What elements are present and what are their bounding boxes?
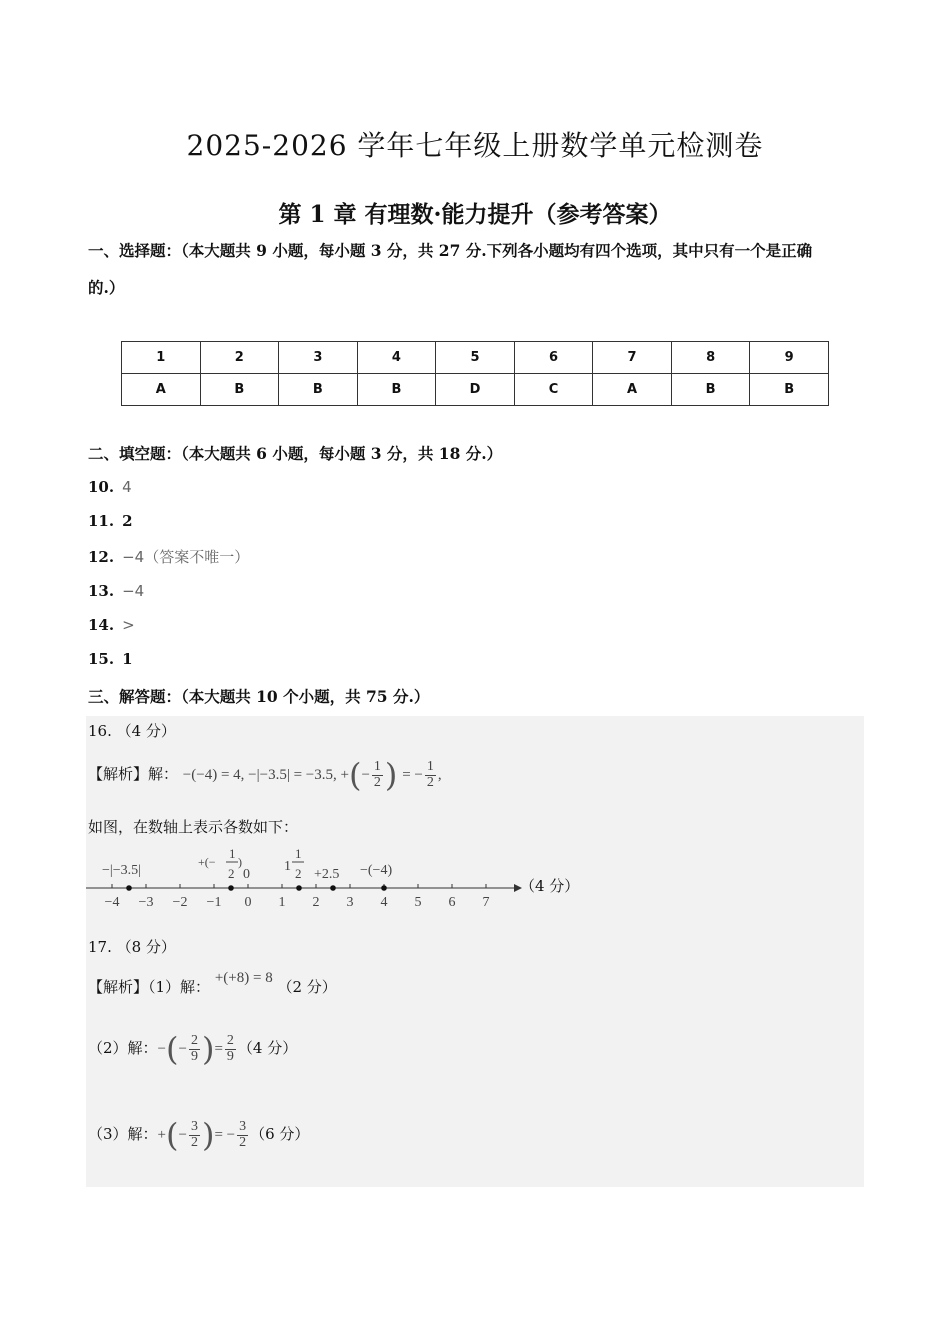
axis-tick-label: 0	[244, 895, 252, 910]
point-label-mixed-whole: 1	[284, 859, 291, 874]
q16-score-note: （4 分）	[520, 877, 580, 895]
fraction-denominator: 2	[190, 1134, 198, 1150]
point-label-frac-den: 2	[228, 866, 235, 881]
axis-tick-label: 1	[278, 895, 286, 910]
comma: ,	[437, 767, 442, 783]
right-paren-glyph: )	[201, 1116, 215, 1154]
document-subtitle: 第 1 章 有理数·能力提升（参考答案）	[278, 201, 672, 228]
fraction-numerator: 2	[190, 1032, 198, 1048]
part1-expression: +(+8) = 8	[214, 970, 273, 986]
part1-prefix: 【解析】（1）解：	[88, 978, 211, 996]
axis-tick-label: 6	[448, 895, 456, 910]
table-cell: B	[671, 374, 750, 406]
table-cell: 3	[279, 342, 358, 374]
table-row-numbers	[122, 342, 829, 374]
point-label-neg-neg-4: −(−4)	[360, 863, 393, 878]
item-number: 10.	[88, 478, 115, 496]
point-label-mixed-den: 2	[295, 866, 302, 881]
part3-score: （6 分）	[250, 1125, 310, 1143]
fill-answer-11	[88, 512, 141, 530]
q16-figure-caption: 如图，在数轴上表示各数如下：	[88, 818, 299, 836]
point-label-plus-open: +(−	[198, 855, 216, 869]
axis-tick-label: 7	[482, 895, 490, 910]
item-number: 11.	[88, 512, 115, 530]
fraction-numerator: 1	[426, 758, 434, 774]
right-paren-glyph: )	[201, 1030, 215, 1068]
axis-tick-label: 5	[414, 895, 422, 910]
point-label-plus-2-5: +2.5	[314, 867, 340, 882]
fraction-denominator: 2	[239, 1134, 247, 1150]
number-point	[228, 885, 234, 891]
minus-sign: −	[157, 1041, 167, 1057]
axis-tick-label: −4	[104, 895, 120, 910]
fill-answer-13	[88, 582, 144, 600]
point-label-frac-num: 1	[229, 846, 236, 861]
table-cell: A	[593, 374, 672, 406]
q17-label: 17. （8 分）	[88, 938, 176, 956]
q17-part3	[88, 1116, 309, 1154]
fraction	[237, 1120, 248, 1150]
fraction-denominator: 9	[190, 1048, 198, 1064]
left-paren-glyph: (	[348, 756, 362, 794]
section2-heading: 二、填空题：（本大题共 6 小题，每小题 3 分，共 18 分.）	[88, 444, 503, 463]
q16-label: 16. （4 分）	[88, 722, 176, 740]
fill-answer-10	[88, 478, 132, 496]
point-label-close: )	[238, 855, 242, 869]
table-cell: B	[750, 374, 829, 406]
point-labels	[102, 846, 392, 882]
section3-heading: 三、解答题：（本大题共 10 个小题，共 75 分.）	[88, 687, 430, 706]
table-cell: B	[357, 374, 436, 406]
item-answer: 4	[122, 478, 132, 496]
table-cell: 2	[200, 342, 279, 374]
table-cell: C	[514, 374, 593, 406]
axis-tick-label: 2	[312, 895, 320, 910]
fraction	[189, 1120, 200, 1150]
axis-tick-label: −3	[138, 895, 154, 910]
number-point	[330, 885, 336, 891]
table-row-answers	[122, 374, 829, 406]
table-cell: B	[279, 374, 358, 406]
fraction-numerator: 3	[239, 1118, 247, 1134]
table-cell: 8	[671, 342, 750, 374]
axis-tick-label: 3	[346, 895, 354, 910]
left-paren-glyph: (	[166, 1030, 179, 1068]
number-point	[296, 885, 302, 891]
table-cell: 5	[436, 342, 515, 374]
q17-part2	[88, 1030, 297, 1068]
fraction-denominator: 2	[373, 774, 381, 790]
item-answer: 2	[122, 512, 133, 530]
axis-tick-labels	[105, 895, 490, 910]
part2-score: （4 分）	[237, 1039, 298, 1057]
table-cell: 4	[357, 342, 436, 374]
fraction	[372, 760, 383, 790]
q17-part1	[88, 970, 337, 997]
point-label-zero: 0	[243, 867, 250, 882]
equals-sign: =	[214, 1041, 223, 1057]
section1-heading-cont: 的.）	[88, 278, 125, 297]
table-cell: 9	[750, 342, 829, 374]
item-number: 12.	[88, 548, 115, 566]
item-number: 13.	[88, 582, 115, 600]
left-paren-glyph: (	[166, 1116, 179, 1154]
item-answer: −4	[122, 548, 145, 566]
equals-minus: = −	[214, 1127, 236, 1143]
choice-answer-table	[121, 341, 829, 406]
axis-tick-label: 4	[380, 895, 388, 910]
table-cell: 6	[514, 342, 593, 374]
fraction-numerator: 2	[226, 1032, 234, 1048]
table-cell: 1	[122, 342, 201, 374]
item-note: （答案不唯一）	[144, 548, 250, 566]
fraction	[425, 760, 436, 790]
axis-tick-label: −1	[206, 895, 222, 910]
table-cell: D	[436, 374, 515, 406]
q16-analysis	[88, 756, 442, 794]
document-title: 2025-2026 学年七年级上册数学单元检测卷	[186, 129, 764, 162]
item-answer: >	[122, 616, 135, 634]
part2-prefix: （2）解：	[88, 1039, 158, 1057]
number-point	[126, 885, 132, 891]
fill-answer-14	[88, 616, 135, 634]
item-number: 14.	[88, 616, 115, 634]
table-cell: 7	[593, 342, 672, 374]
minus-sign: −	[178, 1041, 187, 1057]
point-label-mixed-num: 1	[295, 846, 302, 861]
fraction	[189, 1034, 200, 1064]
section1-heading: 一、选择题：（本大题共 9 小题，每小题 3 分，共 27 分.下列各小题均有四个选项，其中只有一个是正确	[88, 241, 813, 260]
plus-sign: +	[157, 1127, 167, 1143]
fraction	[225, 1034, 236, 1064]
point-label-neg-abs-3-5: −|−3.5|	[102, 863, 141, 878]
part3-prefix: （3）解：	[88, 1125, 158, 1143]
fraction-numerator: 1	[373, 758, 381, 774]
equals-minus: = −	[402, 767, 423, 783]
item-answer: −4	[122, 582, 145, 600]
math-expression: −(−4) = 4, −|−3.5| = −3.5, +	[182, 767, 349, 783]
minus-sign: −	[178, 1127, 187, 1143]
fill-answer-15	[88, 650, 141, 668]
table-cell: B	[200, 374, 279, 406]
fraction-denominator: 9	[226, 1048, 234, 1064]
table-cell: A	[122, 374, 201, 406]
item-number: 15.	[88, 650, 115, 668]
axis-tick-label: −2	[172, 895, 188, 910]
number-point	[381, 885, 387, 891]
part1-score: （2 分）	[277, 978, 337, 996]
fill-answer-12	[88, 546, 249, 567]
minus-sign: −	[361, 767, 370, 783]
right-paren-glyph: )	[384, 756, 398, 794]
fraction-denominator: 2	[426, 774, 434, 790]
item-answer: 1	[122, 650, 133, 668]
analysis-prefix: 【解析】解：	[88, 765, 179, 783]
fraction-numerator: 3	[190, 1118, 198, 1134]
